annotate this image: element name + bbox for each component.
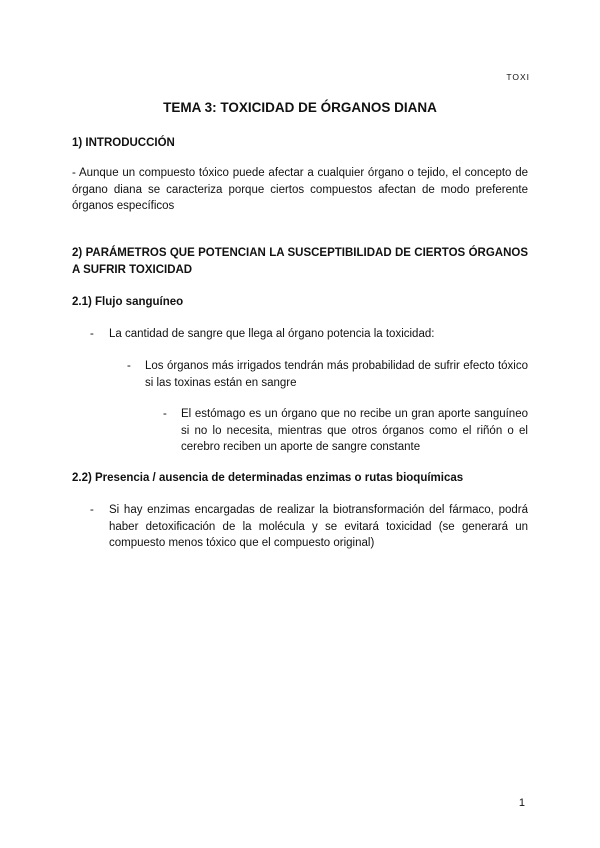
- bullet-stomach-example: El estómago es un órgano que no recibe un gran aporte sanguíneo si no lo necesita, mientras que otros órganos como el riñón o el cerebro reciben un aporte de sangre constante: [181, 408, 528, 453]
- bullet-dash: -: [127, 360, 131, 372]
- bullet-enzymes: Si hay enzimas encargadas de realizar la biotransformación del fármaco, podrá haber detoxificación de la molécula y se evitará toxicidad (se generará un compuesto menos tóxico que el compuesto original): [109, 504, 528, 549]
- subsection-2-2-heading: 2.2) Presencia / ausencia de determinadas enzimas o rutas bioquímicas: [72, 472, 464, 484]
- subsection-2-1-heading: 2.1) Flujo sanguíneo: [72, 296, 184, 308]
- bullet-dash: -: [90, 328, 94, 340]
- bullet-blood-quantity: La cantidad de sangre que llega al órgano potencia la toxicidad:: [109, 328, 435, 340]
- bullet-irrigated-organs: Los órganos más irrigados tendrán más probabilidad de sufrir efecto tóxico si las toxinas están en sangre: [145, 360, 528, 389]
- bullet-dash: -: [90, 504, 94, 516]
- header-label: TOXI: [506, 72, 530, 82]
- bullet-dash: -: [163, 408, 167, 420]
- document-title: TEMA 3: TOXICIDAD DE ÓRGANOS DIANA: [163, 100, 437, 115]
- page-number: 1: [518, 797, 525, 809]
- section-1-paragraph: - Aunque un compuesto tóxico puede afectar a cualquier órgano o tejido, el concepto de órgano diana se caracteriza porque ciertos compuestos afectan de modo preferente órganos específicos: [72, 167, 528, 212]
- section-1-heading: 1) INTRODUCCIÓN: [72, 137, 175, 149]
- section-2-heading: 2) PARÁMETROS QUE POTENCIAN LA SUSCEPTIBILIDAD DE CIERTOS ÓRGANOS A SUFRIR TOXICIDAD: [72, 247, 528, 276]
